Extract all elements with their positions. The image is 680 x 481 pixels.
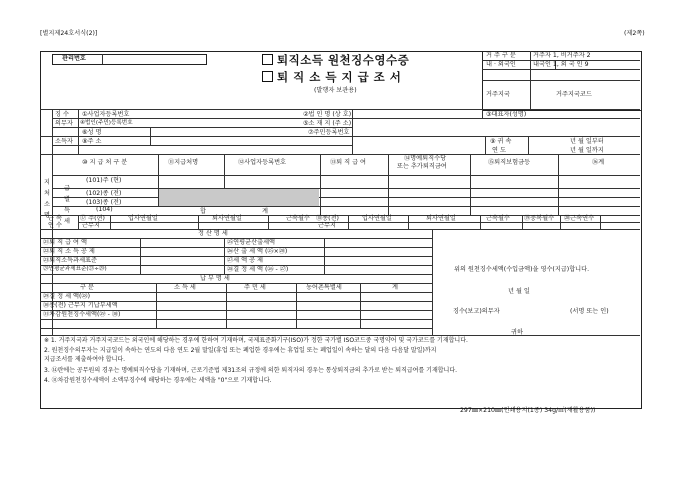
- calc-r2: ㉖산 출 세 액 (㉕×⑳): [227, 248, 288, 255]
- country-label: 거주지국: [486, 91, 510, 98]
- country-code-label: 거주지국코드: [556, 91, 592, 98]
- detail-row-104: (104): [96, 206, 113, 213]
- year-label: 연 도: [492, 147, 506, 154]
- detail-payer-header: ⑩ 지 급 처 구 분: [82, 159, 128, 166]
- period-to: 년 월 일까지: [570, 147, 604, 154]
- title-receipt: 퇴직소득 원천징수영수증: [262, 54, 409, 67]
- period-label: ⑨ 귀 속: [490, 138, 512, 145]
- residency-label: 거 주 구 분: [486, 52, 516, 59]
- detail-row-102: (102)종 (전): [86, 190, 122, 197]
- service-leave2: 퇴사연월일: [426, 215, 456, 222]
- calc-l1: ㉑퇴 직 급 여 액: [43, 239, 87, 246]
- detail-side-8: 세: [64, 218, 70, 225]
- detail-pay-name-header: ⑪지급처명: [168, 159, 199, 166]
- payment-r1: ㉙결 정 세 액(㉘): [43, 293, 91, 300]
- detail-row-103: (103)종 (전): [86, 199, 122, 206]
- detail-side-1: 지: [44, 179, 50, 186]
- payment-h-income: 소 득 세: [174, 284, 196, 291]
- payment-header: 납 부 명 세: [200, 275, 230, 282]
- corp-reg-label: ④법인(주민)등록번호: [80, 120, 133, 126]
- service-prev: ⑱종(전): [316, 215, 339, 222]
- rep-label: ③대표자(성명): [486, 111, 527, 118]
- service-leave: 퇴사연월일: [212, 215, 242, 222]
- receipt-to: 귀하: [511, 329, 523, 336]
- note-2: 2. 원천징수의무자는 지급일이 속하는 연도의 다음 연도 2월 말일(휴업 또는 폐업한 경우에는 휴업일 또는 폐업일이 속하는 달의 다음 다음달 말일)까지: [44, 347, 437, 354]
- earner-rrn-label: ⑦주민등록번호: [308, 129, 350, 136]
- service-prev-sub: 근무지: [318, 222, 336, 229]
- service-months: 근속월수: [286, 215, 310, 222]
- service-dup: ⑲중복월수: [524, 215, 555, 222]
- detail-sum-b: 계: [262, 208, 268, 215]
- page-number: (제2쪽): [624, 30, 645, 37]
- earner-label: 소득자: [55, 138, 73, 145]
- detail-biz-header: ⑫사업자등록번호: [238, 159, 287, 166]
- calc-r3: ㉗세 액 공 제: [227, 257, 263, 264]
- detail-side-2: 처: [44, 190, 50, 197]
- detail-sum-a: 합: [200, 208, 206, 215]
- service-main-sub: 근무지: [82, 222, 100, 229]
- title-statement-checkbox[interactable]: [262, 71, 273, 82]
- form-number: [별지제24호서식(2)]: [40, 30, 98, 37]
- earner-address-label: ⑧주 소: [82, 138, 102, 145]
- detail-side-4: 명: [44, 212, 50, 219]
- note-2-cont: 지급조서를 제출하여야 합니다.: [44, 356, 126, 363]
- address-label: ⑤소 재 지 (주 소): [303, 120, 352, 127]
- calc-header: 정 산 명 세: [198, 230, 228, 237]
- calc-r1: ㉕연평균산출세액: [227, 239, 276, 246]
- payer-label-b: 의무자: [55, 120, 73, 127]
- receipt-line: 위의 원천징수세액(수입금액)을 영수(지급)합니다.: [454, 266, 590, 273]
- service-years: ⑳근속연수: [564, 215, 595, 222]
- receipt-date: 년 월 일: [508, 288, 530, 295]
- detail-row-101: (101)주 (현): [86, 177, 122, 184]
- calc-l2: ㉒퇴 직 소 득 공 제: [43, 248, 95, 255]
- payment-h-total: 계: [392, 284, 398, 291]
- service-join: 입사연월일: [128, 215, 158, 222]
- title-statement: 퇴 직 소 득 지 급 조 서: [262, 71, 401, 84]
- detail-annuity-header-2: 또는 추가퇴직금여: [397, 163, 447, 170]
- note-4: 4. ㉛차감원천징수세액이 소액부징수에 해당하는 경우에는 세액을 "0"으로 기재합니다.: [44, 377, 272, 384]
- period-from: 년 월 일부터: [570, 138, 604, 145]
- detail-side-6: 별: [64, 196, 70, 203]
- payment-h-div: 구 분: [80, 284, 94, 291]
- detail-insurance-header: ⑮퇴직보험금등: [488, 159, 531, 166]
- service-join2: 입사연월일: [362, 215, 392, 222]
- earner-name-label: ⑥성 명: [82, 129, 102, 136]
- service-months2: 근속월수: [486, 215, 510, 222]
- detail-annuity-header: ⑭명예퇴직수당: [404, 155, 447, 162]
- paper-spec: 297㎜×210㎜(인쇄용지(1종) 34g/㎡(재활용품)): [460, 407, 596, 414]
- nationality-value: 내국인 1, 외 국 인 9: [533, 61, 589, 68]
- biz-no-label: ①사업자등록번호: [82, 111, 130, 118]
- title-subtitle: (발행자 보관용): [314, 87, 357, 94]
- detail-side-7: 득: [64, 207, 70, 214]
- calc-l4: ㉔연평균과세표준(㉓÷⑳): [43, 266, 107, 272]
- payment-r3: ㉛차감원천징수세액(㉙ - ㉚): [43, 311, 121, 318]
- mgmt-no-label: 관리번호: [62, 55, 86, 62]
- residency-value: 거주자 1, 비거주자 2: [533, 52, 591, 59]
- service-main: ⑰ 주(현): [80, 215, 105, 222]
- payment-r2: ㉚종(전) 근무지 기납부세액: [43, 302, 118, 309]
- detail-side-3: 소: [44, 201, 50, 208]
- note-3: 3. ⑭란에는 공무원의 경우는 명예퇴직수당을 기재하며, 근로기준법 제31조의 규정에 의한 퇴직자의 경우는 통상퇴직금의 추가로 받는 퇴직급여를 기재합니다.: [44, 367, 458, 374]
- detail-retire-header: ⑬퇴 직 급 여: [330, 159, 366, 166]
- payer-label-a: 징 수: [55, 111, 69, 118]
- payment-h-local: 주 민 세: [244, 284, 266, 291]
- detail-shaded-cells: [159, 189, 319, 206]
- note-1: ※ 1. 거주지국과 거주지국코드는 외국인에 해당하는 경우에 한하여 기재하며, 국제표준화기구(ISO)가 정한 국가별 ISO코드중 국명약어 및 국가코드를 기재합니다.: [44, 337, 468, 344]
- detail-total-header: ⑯계: [592, 159, 605, 166]
- detail-side-5: 급: [64, 185, 70, 192]
- payment-h-rural: 농어촌특별세: [306, 284, 342, 291]
- service-label-a: 근 속: [48, 215, 62, 222]
- service-label-b: 연 수: [48, 222, 62, 229]
- corp-name-label: ②법 인 명 (상 호): [303, 111, 352, 118]
- calc-l3: ㉓퇴직소득과세표준: [43, 257, 98, 264]
- receipt-payer: 징수(보고)의무자: [453, 308, 500, 315]
- calc-r4: ㉘결 정 세 액 (㉖ - ㉗): [227, 266, 289, 273]
- title-receipt-checkbox[interactable]: [262, 54, 273, 65]
- receipt-sign: (서명 또는 인): [570, 308, 609, 315]
- nationality-label: 내 · 외국인: [486, 61, 516, 68]
